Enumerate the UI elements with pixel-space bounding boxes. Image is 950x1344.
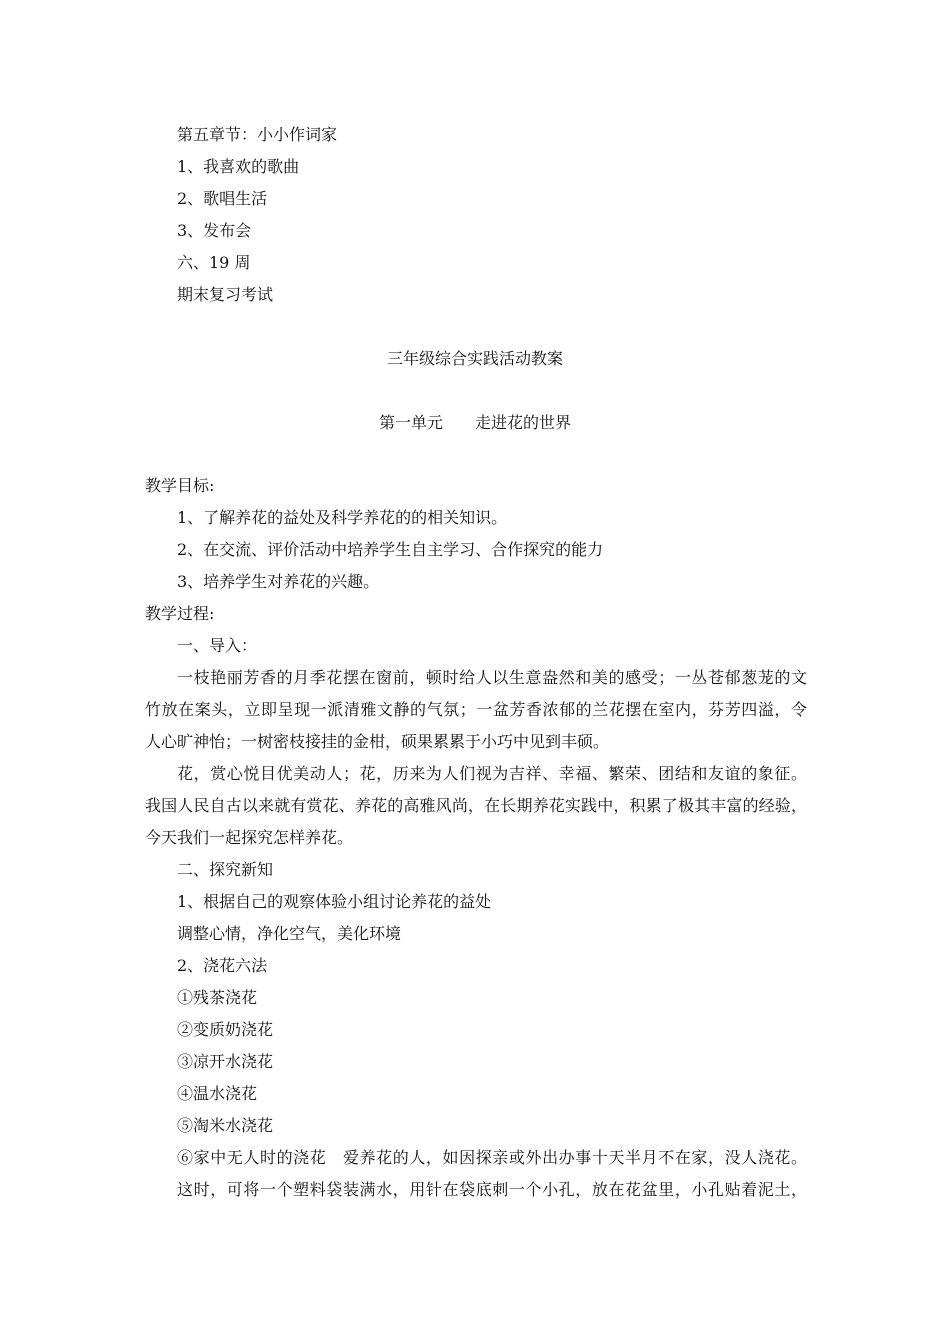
para1-line: 竹放在案头，立即呈现一派清雅文静的气氛；一盆芳香浓郁的兰花摆在室内，芬芳四溢，令 — [145, 700, 807, 719]
toc-chapter5: 第五章节：小小作词家 — [177, 125, 338, 144]
goal-item: 2、在交流、评价活动中培养学生自主学习、合作探究的能力 — [177, 540, 604, 559]
goal-item: 3、培养学生对养花的兴趣。 — [177, 572, 380, 591]
method-item: ①残茶浇花 — [177, 988, 258, 1007]
last-line: 这时，可将一个塑料袋装满水，用针在袋底刺一个小孔，放在花盆里，小孔贴着泥土， — [177, 1180, 807, 1199]
explore-item-2: 2、浇花六法 — [177, 956, 268, 975]
para2-line: 花，赏心悦目优美动人；花，历来为人们视为吉祥、幸福、繁荣、团结和友谊的象征。 — [177, 764, 807, 783]
method-item: ②变质奶浇花 — [177, 1020, 274, 1039]
para2-line: 今天我们一起探究怎样养花。 — [145, 828, 354, 847]
intro-heading: 一、导入： — [177, 636, 258, 655]
process-heading: 教学过程: — [145, 604, 215, 623]
benefits-text: 调整心情，净化空气，美化环境 — [177, 924, 402, 943]
toc-item-2: 2、歌唱生活 — [177, 189, 268, 208]
explore-heading: 二、探究新知 — [177, 860, 274, 879]
method-item: ③凉开水浇花 — [177, 1052, 274, 1071]
toc-item-3: 3、发布会 — [177, 221, 252, 240]
explore-item-1: 1、根据自己的观察体验小组讨论养花的益处 — [177, 892, 492, 911]
toc-item-1: 1、我喜欢的歌曲 — [177, 157, 300, 176]
method-item: ④温水浇花 — [177, 1084, 258, 1103]
method-item: ⑥家中无人时的浇花 爱养花的人，如因探亲或外出办事十天半月不在家，没人浇花。 — [177, 1148, 807, 1167]
para1-line: 人心旷神怡；一树密枝接挂的金柑，硕果累累于小巧中见到丰硕。 — [145, 732, 610, 751]
doc-title: 三年级综合实践活动教案 — [386, 349, 563, 368]
toc-review: 期末复习考试 — [177, 285, 274, 304]
method-item: ⑤淘米水浇花 — [177, 1116, 274, 1135]
unit-title: 第一单元 走进花的世界 — [378, 413, 571, 432]
para2-line: 我国人民自古以来就有赏花、养花的高雅风尚，在长期养花实践中，积累了极其丰富的经验， — [145, 796, 807, 815]
para1-line: 一枝艳丽芳香的月季花摆在窗前，顿时给人以生意盎然和美的感受；一丛苍郁葱茏的文 — [177, 668, 807, 687]
toc-week: 六、19 周 — [177, 253, 251, 272]
goals-heading: 教学目标: — [145, 476, 215, 495]
goal-item: 1、了解养花的益处及科学养花的的相关知识。 — [177, 508, 508, 527]
